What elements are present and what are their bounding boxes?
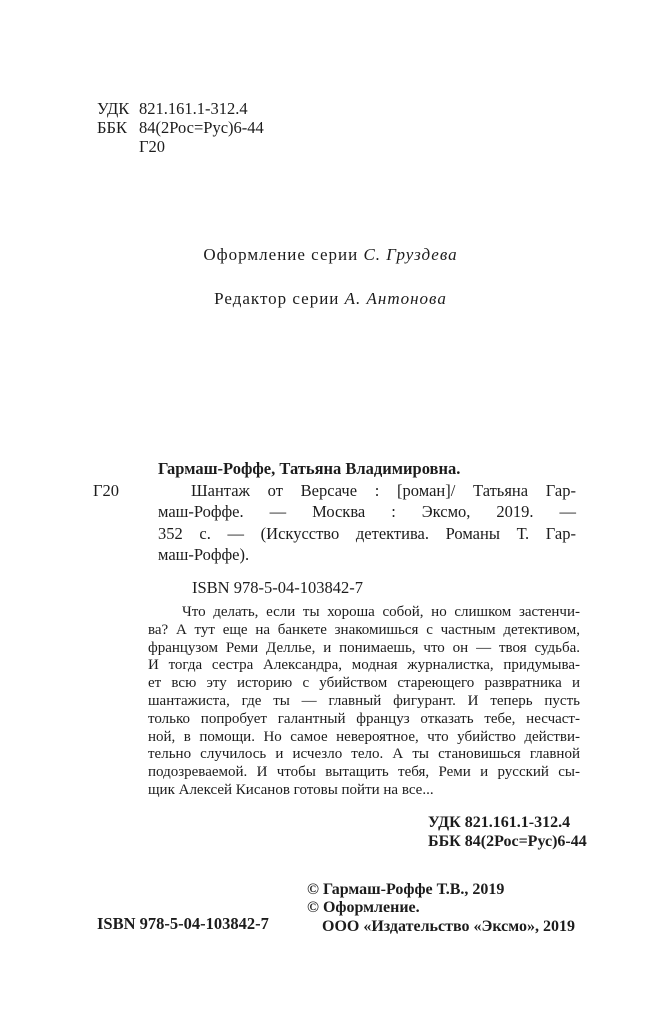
bibliographic-description xyxy=(158,480,576,566)
author-code-margin: Г20 xyxy=(93,481,120,500)
copyright-author-line: © Гармаш-Роффе Т.В., 2019 xyxy=(307,881,505,898)
text-line: ва? А тут еще на банкете знакомишься с частным детективом, xyxy=(148,621,580,638)
series-editor-name: А. Антонова xyxy=(344,289,447,308)
author-heading: Гармаш-Роффе, Татьяна Владимировна. xyxy=(158,459,461,478)
text-line: ет всю эту историю с убийством стареющего развратника и xyxy=(148,675,580,692)
series-editor-prefix: Редактор серии xyxy=(214,289,340,308)
series-credits xyxy=(0,245,661,309)
udk-code-bottom: УДК 821.161.1-312.4 xyxy=(428,814,571,831)
text-line: подозреваемой. И чтобы вытащить тебя, Реми и русский сы- xyxy=(148,764,580,781)
udk-label: УДК xyxy=(97,99,130,118)
bbk-code-bottom: ББК 84(2Рос=Рус)6-44 xyxy=(428,833,587,850)
annotation-paragraph xyxy=(148,604,580,800)
author-code-top: Г20 xyxy=(139,137,166,156)
text-line: только попробует галантный француз отказать тебе, несчаст- xyxy=(148,710,580,727)
series-designer-name: С. Груздева xyxy=(363,245,458,264)
top-classification-block xyxy=(97,99,264,156)
text-line: тельно случилось и исчезло тело. А ты становишься главной xyxy=(148,746,580,763)
text-line: Что делать, если ты хороша собой, но слишком застенчи- xyxy=(182,604,580,620)
publisher-line: ООО «Издательство «Эксмо», 2019 xyxy=(322,917,575,935)
series-editor-line xyxy=(0,289,661,309)
text-line: шантажиста, где ты — главный фигурант. И теперь пусть xyxy=(148,692,580,709)
bbk-value: 84(2Рос=Рус)6-44 xyxy=(139,118,264,137)
text-line: ной, в помощи. Но самое невероятное, что убийство действи- xyxy=(148,728,580,745)
bibliographic-record xyxy=(158,458,576,566)
text-line: маш-Роффе). xyxy=(158,545,250,564)
series-design-prefix: Оформление серии xyxy=(203,245,359,264)
series-design-line xyxy=(0,245,661,265)
text-line: маш-Роффе. — Москва : Эксмо, 2019. — xyxy=(158,502,576,521)
text-line: Шантаж от Версаче : [роман]/ Татьяна Гар- xyxy=(191,480,576,500)
copyright-design-line: © Оформление. xyxy=(307,899,420,917)
text-line: И тогда сестра Александра, модная журналистка, придумыва- xyxy=(148,657,580,674)
bottom-classification-block xyxy=(428,813,587,851)
text-line: французом Реми Деллье, и понимаешь, что он — твоя судьба. xyxy=(148,639,580,656)
isbn-record-line: ISBN 978-5-04-103842-7 xyxy=(192,578,363,597)
isbn-imprint: ISBN 978-5-04-103842-7 xyxy=(97,914,269,933)
copyright-block xyxy=(307,881,575,936)
bbk-label: ББК xyxy=(97,118,127,137)
text-line: 352 с. — (Искусство детектива. Романы Т. Гар- xyxy=(158,523,576,543)
udk-code-line xyxy=(97,99,264,118)
bbk-code-line xyxy=(97,118,264,137)
text-line: щик Алексей Кисанов готовы пойти на все... xyxy=(148,781,434,798)
udk-value: 821.161.1-312.4 xyxy=(139,99,248,118)
